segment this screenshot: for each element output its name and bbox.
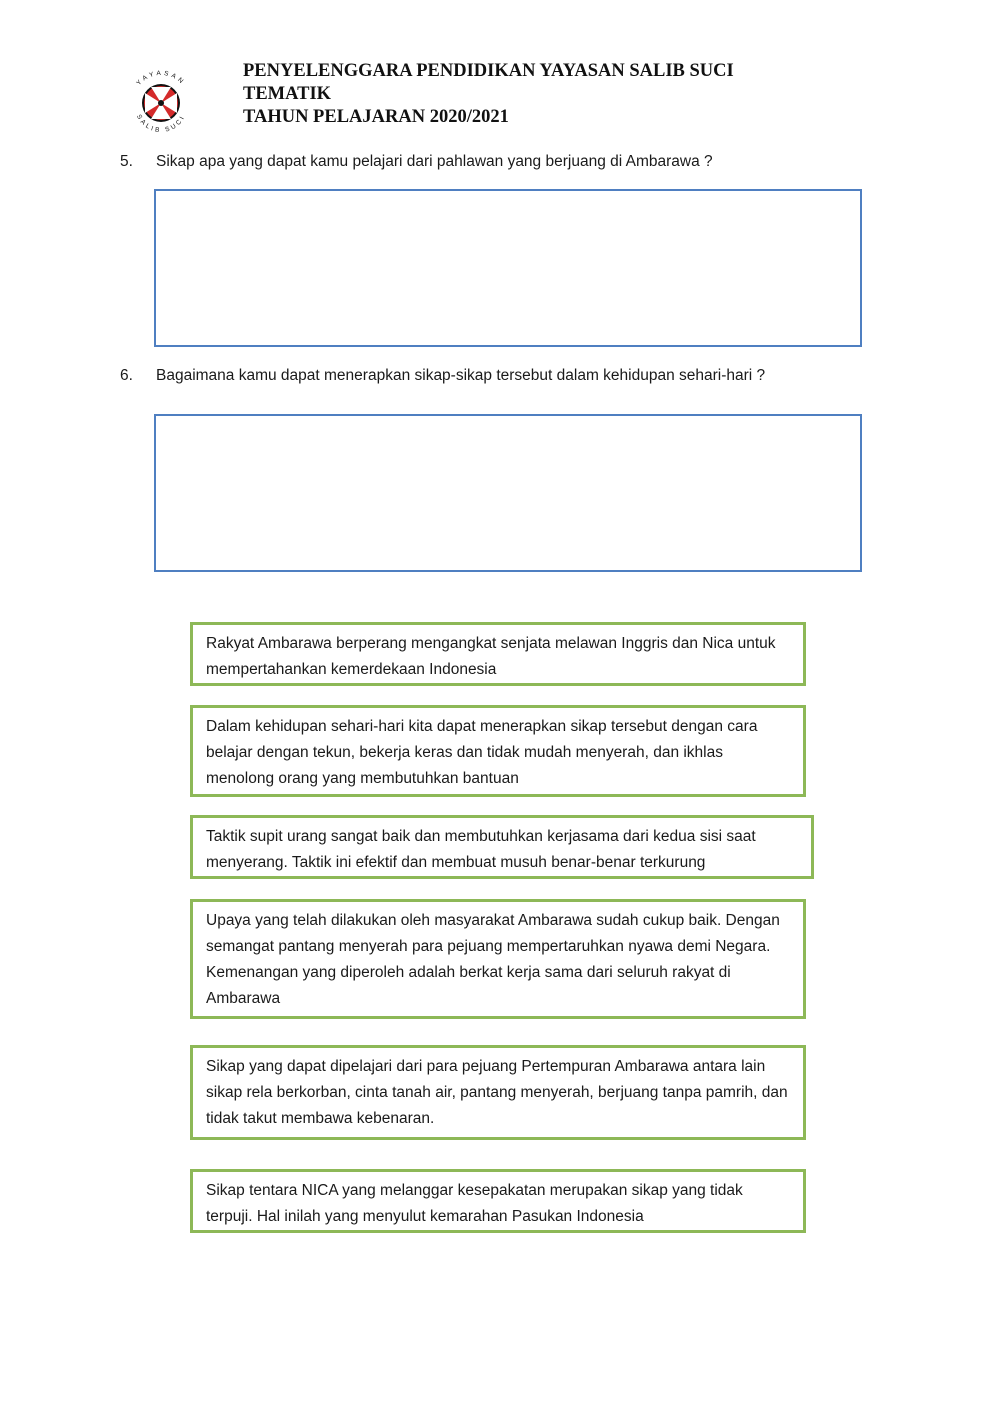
answer-option-3[interactable]: Taktik supit urang sangat baik dan membutuhkan kerjasama dari kedua sisi saat menyerang. Taktik ini efektif dan membuat musuh benar-benar terkurung (190, 815, 814, 879)
logo-ring-text-bottom: SALIB SUCI (135, 113, 187, 135)
logo-ring-text-top: YAYASAN (135, 69, 187, 87)
question-text: Sikap apa yang dapat kamu pelajari dari pahlawan yang berjuang di Ambarawa ? (156, 153, 713, 170)
answer-option-5[interactable]: Sikap yang dapat dipelajari dari para pejuang Pertempuran Ambarawa antara lain sikap rela berkorban, cinta tanah air, pantang menyerah, berjuang tanpa pamrih, dan tidak takut membawa kebenaran. (190, 1045, 806, 1140)
question-number: 6. (120, 367, 133, 384)
answer-option-1[interactable]: Rakyat Ambarawa berperang mengangkat senjata melawan Inggris dan Nica untuk mempertahankan kemerdekaan Indonesia (190, 622, 806, 686)
yayasan-salib-suci-logo (124, 66, 198, 140)
answer-option-2[interactable]: Dalam kehidupan sehari-hari kita dapat menerapkan sikap tersebut dengan cara belajar dengan tekun, bekerja keras dan tidak mudah menyerah, dan ikhlas menolong orang yang membutuhkan bantuan (190, 705, 806, 797)
header-subject: TEMATIK (243, 84, 332, 104)
answer-drop-zone-5[interactable] (154, 189, 862, 347)
answer-option-6[interactable]: Sikap tentara NICA yang melanggar kesepakatan merupakan sikap yang tidak terpuji. Hal inilah yang menyulut kemarahan Pasukan Indonesia (190, 1169, 806, 1233)
question-5 (120, 153, 713, 171)
question-number: 5. (120, 153, 133, 170)
question-text: Bagaimana kamu dapat menerapkan sikap-sikap tersebut dalam kehidupan sehari-hari ? (156, 367, 766, 384)
answer-drop-zone-6[interactable] (154, 414, 862, 572)
question-6 (120, 367, 765, 385)
logo-center-dot (158, 100, 164, 106)
answer-option-4[interactable]: Upaya yang telah dilakukan oleh masyarakat Ambarawa sudah cukup baik. Dengan semangat pantang menyerah para pejuang mempertaruhkan nyawa demi Negara. Kemenangan yang diperoleh adalah berkat kerja sama dari seluruh rakyat di Ambarawa (190, 899, 806, 1019)
header-school-year: TAHUN PELAJARAN 2020/2021 (243, 107, 509, 127)
header-foundation: PENYELENGGARA PENDIDIKAN YAYASAN SALIB SUCI (243, 61, 734, 81)
document-header (243, 60, 734, 129)
